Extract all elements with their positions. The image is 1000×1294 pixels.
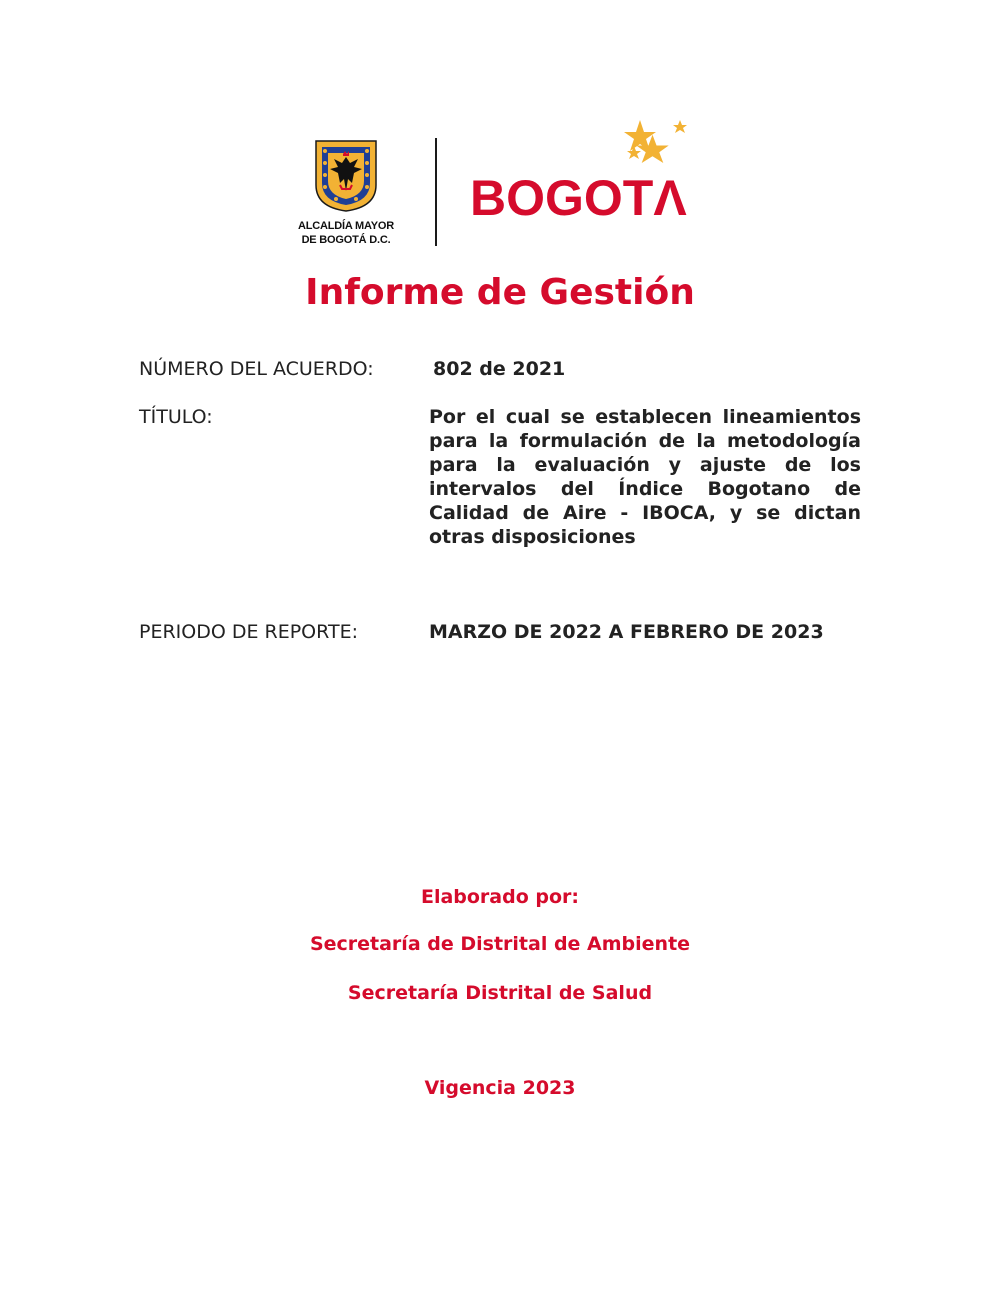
stars-icon bbox=[624, 120, 687, 163]
alcaldia-mayor-logo-text bbox=[282, 219, 410, 247]
numero-acuerdo-value: 802 de 2021 bbox=[433, 358, 566, 380]
numero-acuerdo-label: NÚMERO DEL ACUERDO: bbox=[139, 358, 374, 380]
bogota-logo bbox=[470, 118, 700, 238]
periodo-reporte-label: PERIODO DE REPORTE: bbox=[139, 621, 358, 643]
titulo-label: TÍTULO: bbox=[139, 406, 213, 428]
elaborado-por-label: Elaborado por: bbox=[420, 886, 580, 908]
page-title: Informe de Gestión bbox=[305, 272, 695, 313]
titulo-value: Por el cual se establecen lineamientos para la formulación de la metodología para la evaluación y ajuste de los intervalos del Índice Bogotano de Calidad de Aire - IBOCA, y se dictan otras disposiciones bbox=[429, 406, 861, 548]
alcaldia-line-1: ALCALDÍA MAYOR bbox=[298, 220, 394, 232]
alcaldia-line-2: DE BOGOTÁ D.C. bbox=[301, 234, 391, 246]
entity-ambiente: Secretaría de Distrital de Ambiente bbox=[309, 933, 691, 955]
periodo-reporte-value: MARZO DE 2022 A FEBRERO DE 2023 bbox=[429, 621, 824, 643]
header-logos bbox=[0, 0, 1000, 260]
bogota-wordmark-text: BOGOTΛ bbox=[470, 170, 687, 226]
vigencia: Vigencia 2023 bbox=[424, 1077, 576, 1099]
bogota-coat-of-arms-icon bbox=[312, 137, 380, 213]
logo-divider bbox=[435, 138, 437, 246]
entity-salud: Secretaría Distrital de Salud bbox=[347, 982, 653, 1004]
